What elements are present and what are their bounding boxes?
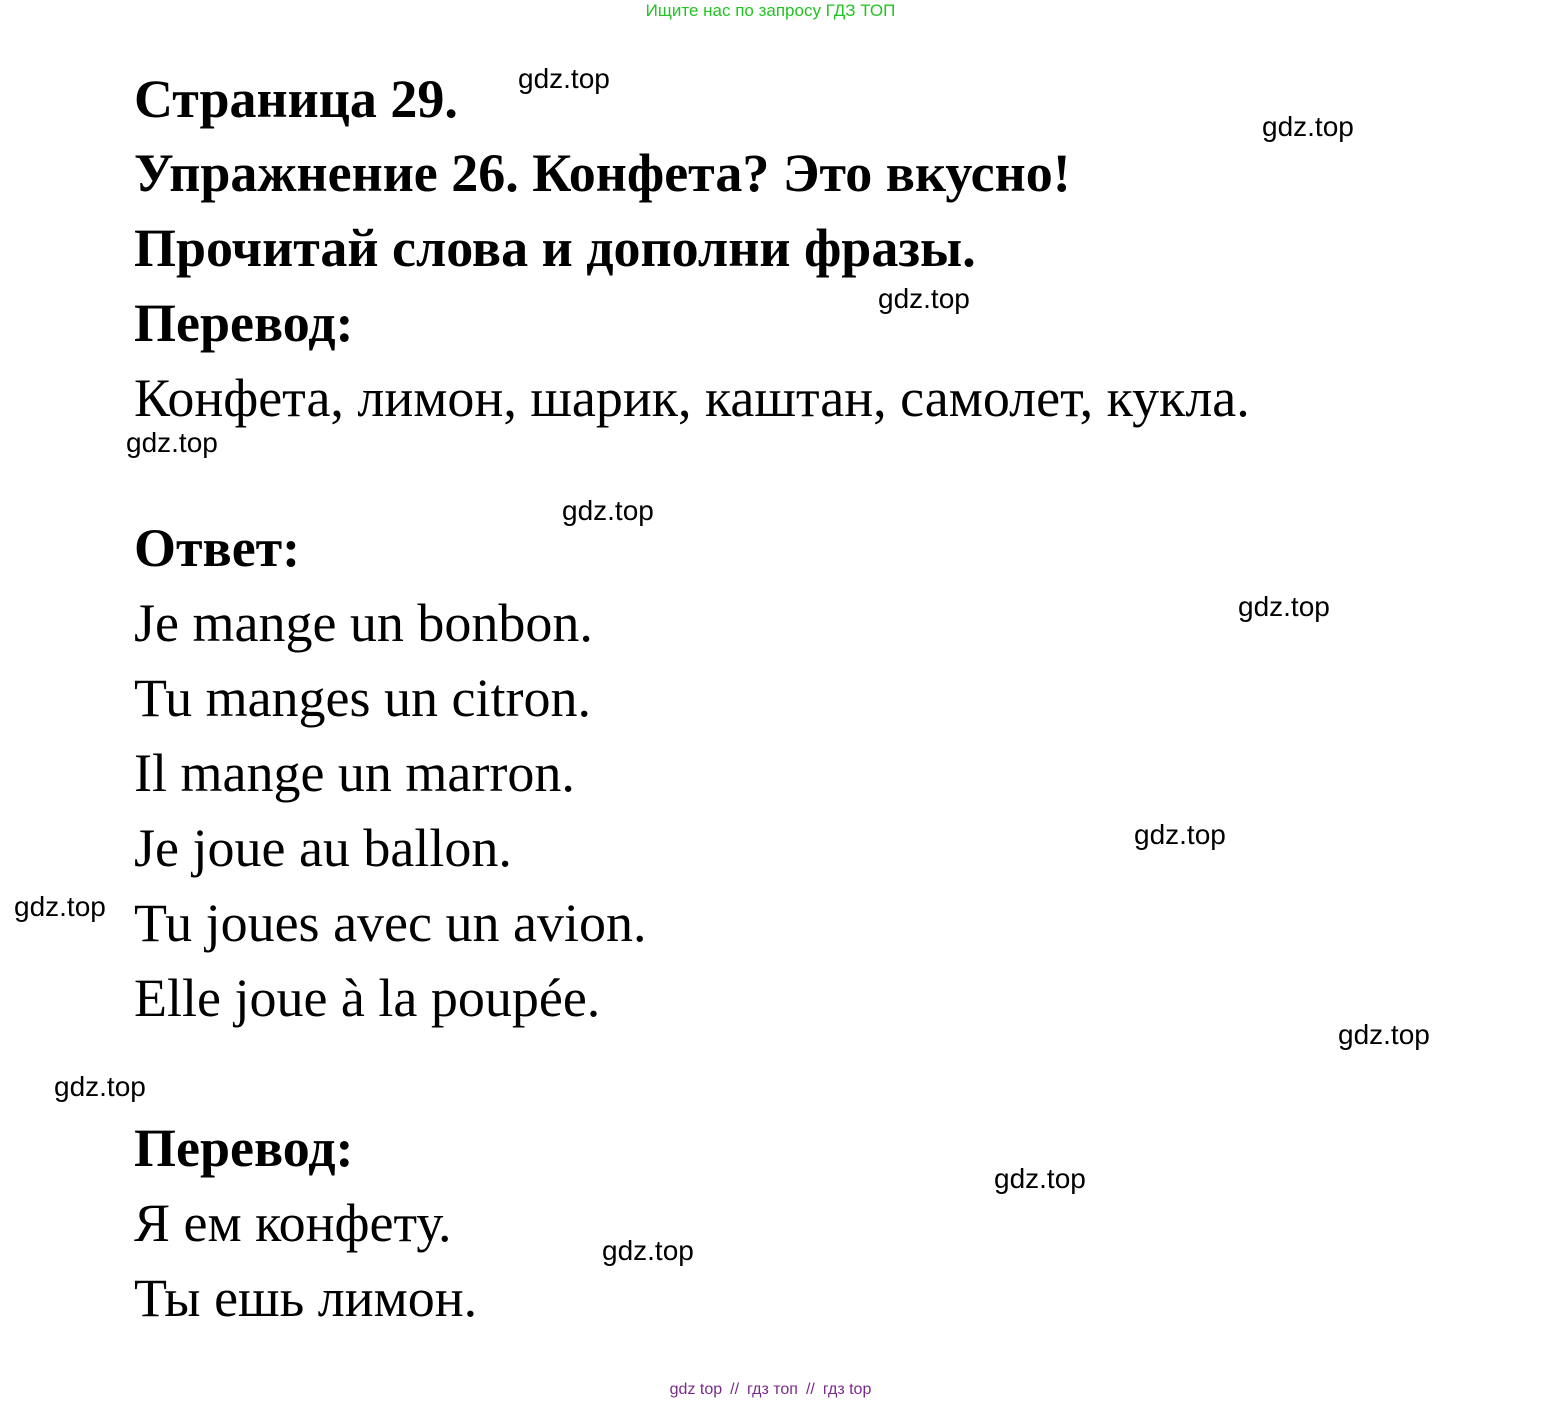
watermark: gdz.top <box>126 427 218 458</box>
answer-line: Elle joue à la poupée. <box>134 968 601 1028</box>
answer-line: Je mange un bonbon. <box>134 593 593 653</box>
answer-line: Tu manges un citron. <box>134 668 591 728</box>
watermark: gdz.top <box>518 63 610 94</box>
watermark: gdz.top <box>994 1163 1086 1194</box>
page-heading: Страница 29. <box>134 69 458 129</box>
watermark: gdz.top <box>14 891 106 922</box>
footer-link[interactable]: gdz top <box>669 1381 723 1398</box>
watermark: gdz.top <box>878 283 970 314</box>
footer-link[interactable]: гдз топ <box>747 1381 798 1398</box>
answer-translation-line: Я ем конфету. <box>134 1193 452 1253</box>
translation-label: Перевод: <box>134 293 354 353</box>
watermark: gdz.top <box>1262 111 1354 142</box>
footer-link[interactable]: гдз top <box>822 1381 872 1398</box>
answer-line: Tu joues avec un avion. <box>134 893 647 953</box>
watermark: gdz.top <box>562 495 654 526</box>
watermark: gdz.top <box>54 1071 146 1102</box>
top-banner: Ищите нас по запросу ГДЗ ТОП <box>645 1 896 20</box>
answer-line: Je joue au ballon. <box>134 818 512 878</box>
watermark: gdz.top <box>1134 819 1226 850</box>
words-translation: Конфета, лимон, шарик, каштан, самолет, кукла. <box>134 368 1250 428</box>
watermark: gdz.top <box>602 1235 694 1266</box>
answer-label: Ответ: <box>134 518 301 578</box>
answer-line: Il mange un marron. <box>134 743 575 803</box>
footer-separator: // <box>730 1381 740 1398</box>
answer-translation-line: Ты ешь лимон. <box>134 1268 478 1328</box>
watermark: gdz.top <box>1238 591 1330 622</box>
translation-label: Перевод: <box>134 1118 354 1178</box>
exercise-title: Упражнение 26. Конфета? Это вкусно! <box>134 143 1071 203</box>
instruction: Прочитай слова и дополни фразы. <box>134 218 976 278</box>
footer-links <box>0 1381 1541 1399</box>
watermark: gdz.top <box>1338 1019 1430 1050</box>
footer-separator: // <box>805 1381 815 1398</box>
